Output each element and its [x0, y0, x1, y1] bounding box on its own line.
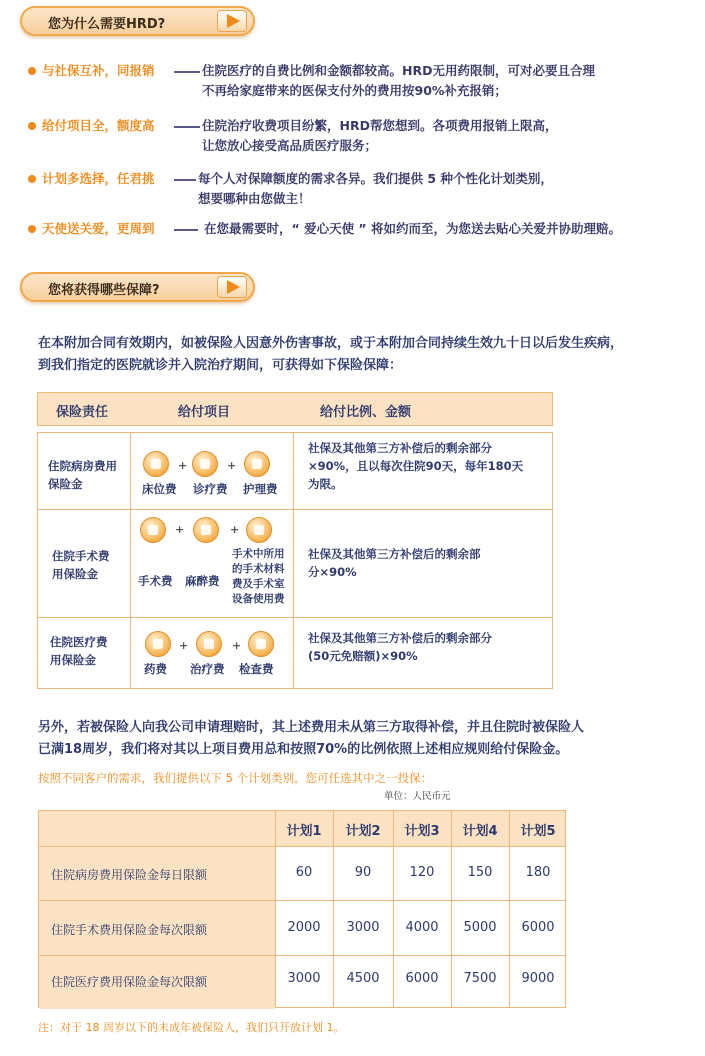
- benefit-title: 计划多选择，任君挑: [42, 171, 155, 186]
- ratio-text: 社保及其他第三方补偿后的剩余部 分×90%: [308, 547, 481, 579]
- bullet-dot-icon: [28, 175, 36, 183]
- benefit-text: 想要哪种由您做主！: [198, 191, 311, 206]
- medical-kit-icon: [192, 451, 218, 477]
- ratio-text: 社保及其他第三方补偿后的剩余部分 (50元免赔额)×90%: [308, 631, 492, 663]
- item-label: 麻醉费: [185, 574, 220, 588]
- plan-value: 180: [525, 865, 551, 880]
- plan-value: 120: [409, 865, 435, 880]
- benefit-text: 住院治疗收费项目纷繁，HRD帮您想到。各项费用报销上限高，: [202, 118, 558, 133]
- plan-value: 6000: [521, 920, 555, 935]
- plan-header: 计划4: [462, 824, 498, 839]
- plan-row-label: 住院手术费用保险金每次限额: [51, 923, 208, 937]
- section-title: 您将获得哪些保障?: [48, 283, 160, 298]
- dash-divider: [174, 179, 196, 181]
- bullet-dot-icon: [28, 67, 36, 75]
- medicine-icon: [145, 631, 171, 657]
- plan-row-label: 住院病房费用保险金每日限额: [51, 868, 208, 882]
- column-header: 给付项目: [178, 405, 231, 420]
- plan-header: 计划1: [286, 824, 322, 839]
- benefit-text: 让您放心接受高品质医疗服务；: [202, 138, 378, 153]
- item-label: 治疗费: [190, 662, 225, 676]
- extra-note: 已满18周岁，我们将对其以上项目费用总和按照70%的比例依照上述相应规则给付保险金。: [38, 742, 569, 757]
- ratio-text: 社保及其他第三方补偿后的剩余部分 ×90%，且以每次住院90天，每年180天 为限。: [308, 441, 524, 491]
- item-label: 床位费: [142, 482, 177, 496]
- benefit-text: 在您最需要时，“ 爱心天使 ” 将如约而至，为您送去贴心关爱并协助理赔。: [204, 221, 621, 236]
- surgery-icon: [140, 517, 166, 543]
- benefit-text: 每个人对保障额度的需求各异。我们提供 5 种个性化计划类别，: [198, 171, 553, 186]
- plan-value: 2000: [287, 920, 321, 935]
- plan-value: 150: [467, 865, 493, 880]
- unit-label: 单位：人民币元: [384, 791, 451, 802]
- plan-value: 60: [295, 865, 313, 880]
- bed-icon: [143, 451, 169, 477]
- extra-note: 另外，若被保险人向我公司申请理赔时，其上述费用未从第三方取得补偿，并且住院时被保险人: [38, 720, 585, 735]
- plan-header: 计划3: [404, 824, 440, 839]
- dash-divider: [174, 229, 198, 231]
- footnote: 注：对于 18 周岁以下的未成年被保险人，我们只开放计划 1。: [38, 1021, 345, 1034]
- plan-value: 5000: [463, 920, 497, 935]
- coverage-name: 住院病房费用 保险金: [48, 459, 117, 491]
- treatment-icon: [196, 631, 222, 657]
- plan-value: 7500: [463, 971, 497, 986]
- item-label: 护理费: [243, 482, 278, 496]
- arrow-right-icon: [217, 10, 247, 32]
- coverage-name: 住院医疗费 用保险金: [50, 635, 108, 667]
- dash-divider: [174, 71, 200, 73]
- section-header-coverage[interactable]: [20, 272, 255, 302]
- bullet-dot-icon: [28, 225, 36, 233]
- plan-value: 3000: [287, 971, 321, 986]
- benefit-text: 住院医疗的自费比例和金额都较高。HRD无用药限制，可对必要且合理: [202, 63, 595, 78]
- plan-value: 6000: [405, 971, 439, 986]
- coverage-table: 住院病房费用 保险金 + + 床位费 诊疗费 护理费 社保及其他第三方补偿后的剩余部分 ×90%，且以每次住院90天，每年180天 为限。 住院手术费 用保险金 + + 手术费 麻醉费 手术中所用 的手术材料 费及手术室 设备使用费 社保及其他第三方补偿后的剩余部 分×90% 住院医疗费 用保险金 + + 药费 治疗费 检查费 社保及其他第三方补偿后的剩余部分 (50元免赔额)×90%: [37, 432, 553, 689]
- benefit-text: 不再给家庭带来的医保支付外的费用按90%补充报销；: [202, 83, 507, 98]
- plan-value: 90: [354, 865, 372, 880]
- item-label: 手术费: [138, 574, 173, 588]
- column-header: 给付比例、金额: [320, 405, 412, 420]
- anesthesia-icon: [193, 517, 219, 543]
- plan-header: 计划5: [520, 824, 556, 839]
- plan-value: 4000: [405, 920, 439, 935]
- nursing-icon: [244, 451, 270, 477]
- column-header: 保险责任: [56, 405, 109, 420]
- plan-value: 9000: [521, 971, 555, 986]
- coverage-name: 住院手术费 用保险金: [52, 549, 110, 581]
- arrow-right-icon: [217, 276, 247, 298]
- coverage-intro: 在本附加合同有效期内，如被保险人因意外伤害事故，或于本附加合同持续生效九十日以后发生疾病，: [38, 336, 624, 351]
- plan-value: 3000: [346, 920, 380, 935]
- section-title: 您为什么需要HRD?: [48, 17, 166, 32]
- coverage-intro: 到我们指定的医院就诊并入院治疗期间，可获得如下保险保障：: [38, 358, 403, 373]
- item-label-extra: 手术中所用 的手术材料 费及手术室 设备使用费: [232, 548, 285, 605]
- benefit-title: 给付项目全，额度高: [42, 118, 155, 133]
- plan-row-label: 住院医疗费用保险金每次限额: [51, 975, 208, 989]
- dash-divider: [174, 126, 200, 128]
- plan-table: [38, 810, 566, 1008]
- benefit-title: 天使送关爱，更周到: [42, 221, 155, 236]
- plan-header: 计划2: [345, 824, 381, 839]
- plan-intro: 按照不同客户的需求，我们提供以下 5 个计划类别，您可任选其中之一投保：: [38, 771, 433, 785]
- coverage-table-header: [37, 392, 553, 426]
- plan-value: 4500: [346, 971, 380, 986]
- surgical-material-icon: [246, 517, 272, 543]
- section-header-why-hrd[interactable]: [20, 6, 255, 36]
- item-label: 诊疗费: [193, 482, 228, 496]
- item-label: 检查费: [239, 662, 274, 676]
- item-label: 药费: [144, 662, 167, 676]
- bullet-dot-icon: [28, 122, 36, 130]
- benefit-title: 与社保互补，同报销: [42, 63, 155, 78]
- examination-icon: [248, 631, 274, 657]
